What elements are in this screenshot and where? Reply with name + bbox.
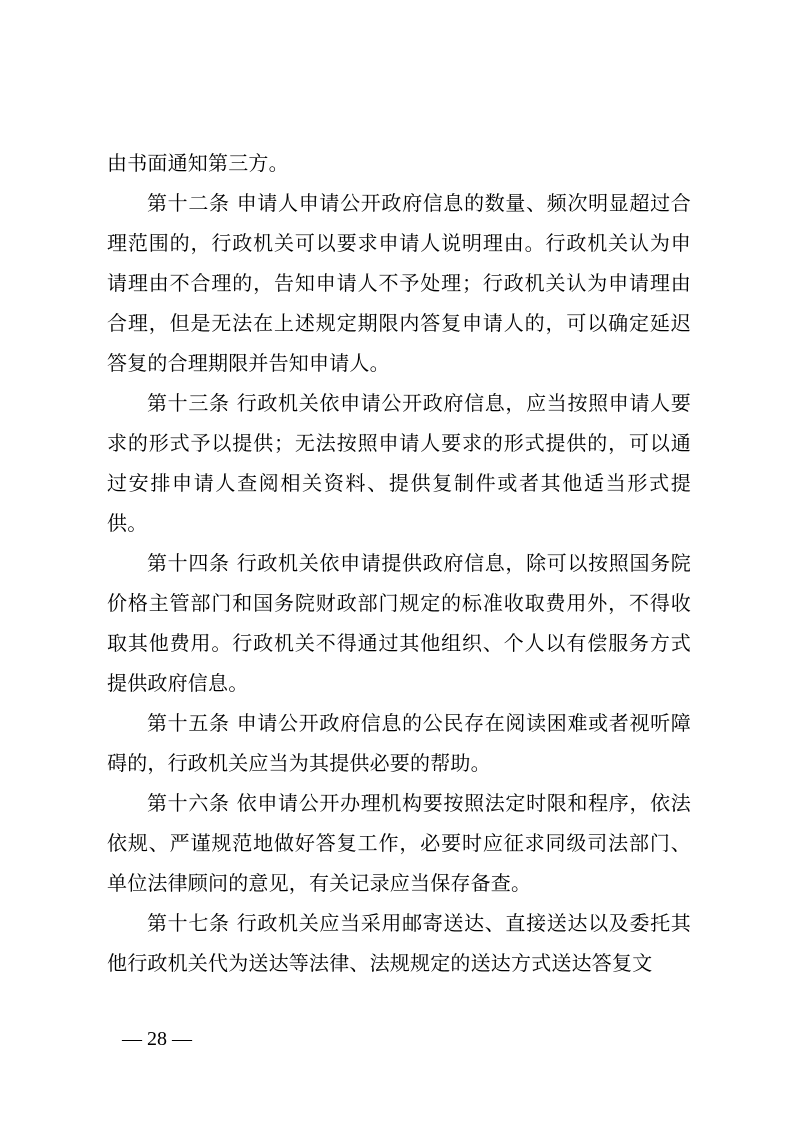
page-number: — 28 — <box>122 1028 192 1050</box>
document-body <box>107 143 691 983</box>
article-15-paragraph: 第十五条 申请公开政府信息的公民存在阅读困难或者视听障碍的，行政机关应当为其提供必要的帮助。 <box>107 711 691 775</box>
continued-paragraph: 由书面通知第三方。 <box>107 151 289 175</box>
article-13-paragraph: 第十三条 行政机关依申请公开政府信息，应当按照申请人要求的形式予以提供；无法按照申请人要求的形式提供的，可以通过安排申请人查阅相关资料、提供复制件或者其他适当形式提供。 <box>107 391 691 535</box>
article-14-paragraph: 第十四条 行政机关依申请提供政府信息，除可以按照国务院价格主管部门和国务院财政部门规定的标准收取费用外，不得收取其他费用。行政机关不得通过其他组织、个人以有偿服务方式提供政府信息。 <box>107 551 691 695</box>
article-16-paragraph: 第十六条 依申请公开办理机构要按照法定时限和程序，依法依规、严谨规范地做好答复工作，必要时应征求同级司法部门、单位法律顾问的意见，有关记录应当保存备查。 <box>107 791 691 895</box>
article-12-paragraph: 第十二条 申请人申请公开政府信息的数量、频次明显超过合理范围的，行政机关可以要求申请人说明理由。行政机关认为申请理由不合理的，告知申请人不予处理；行政机关认为申请理由合理，但是无法在上述规定期限内答复申请人的，可以确定延迟答复的合理期限并告知申请人。 <box>107 191 691 375</box>
article-17-paragraph: 第十七条 行政机关应当采用邮寄送达、直接送达以及委托其他行政机关代为送达等法律、法规规定的送达方式送达答复文 <box>107 911 691 975</box>
